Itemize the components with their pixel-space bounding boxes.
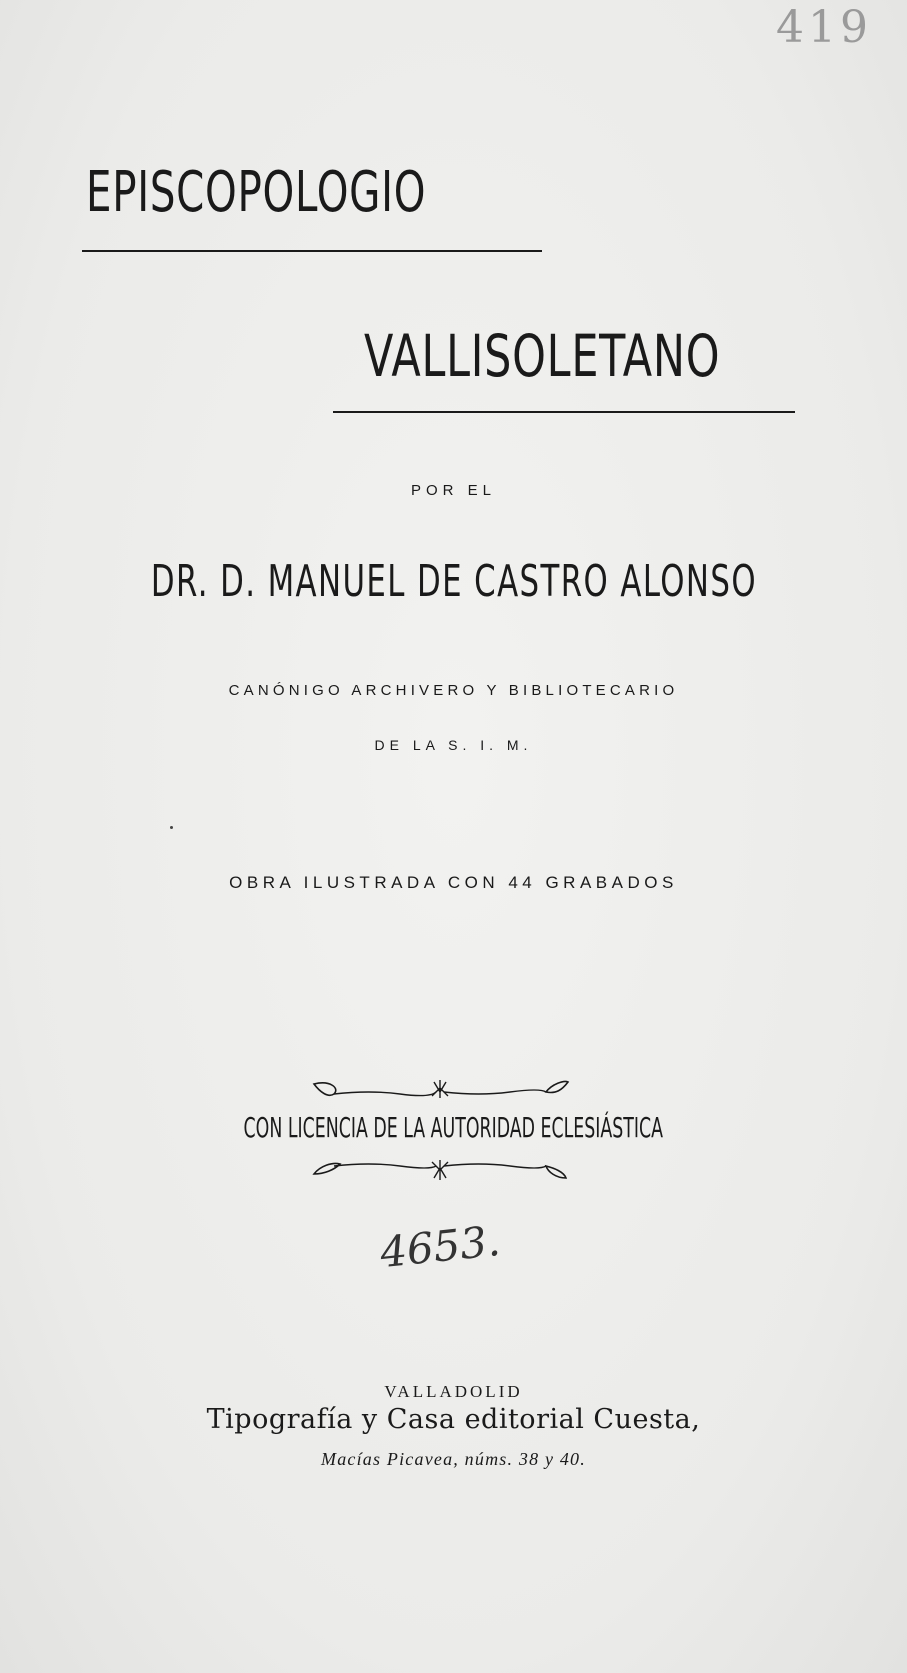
imprint-address: Macías Picavea, núms. 38 y 40. <box>321 1449 586 1469</box>
title-underline-1 <box>82 250 542 252</box>
author-position-line-1: CANÓNIGO ARCHIVERO Y BIBLIOTECARIO <box>228 682 679 699</box>
author-name <box>0 556 907 607</box>
title-underline-2 <box>333 411 795 413</box>
author-name-text: DR. D. MANUEL DE CASTRO ALONSO <box>150 556 757 607</box>
ecclesiastical-license-text: CON LICENCIA DE LA AUTORIDAD ECLESIÁSTICA <box>243 1111 664 1144</box>
title-line-1: EPISCOPOLOGIO <box>86 160 427 225</box>
imprint-city: VALLADOLID <box>384 1382 523 1401</box>
handwritten-shelfmark: 419 <box>776 2 872 53</box>
imprint-publisher: Tipografía y Casa editorial Cuesta, <box>206 1404 701 1435</box>
ecclesiastical-license <box>0 1111 907 1144</box>
handwritten-catalog-number: 4653. <box>377 1215 503 1278</box>
author-position-line-2: DE LA S. I. M. <box>374 737 533 753</box>
paper-speck <box>170 826 173 829</box>
byline: POR EL <box>410 482 497 499</box>
illustration-note: OBRA ILUSTRADA CON 44 GRABADOS <box>229 873 678 892</box>
ornament-top <box>310 1076 570 1102</box>
title-line-2: VALLISOLETANO <box>364 322 721 390</box>
ornament-bottom <box>310 1156 570 1182</box>
